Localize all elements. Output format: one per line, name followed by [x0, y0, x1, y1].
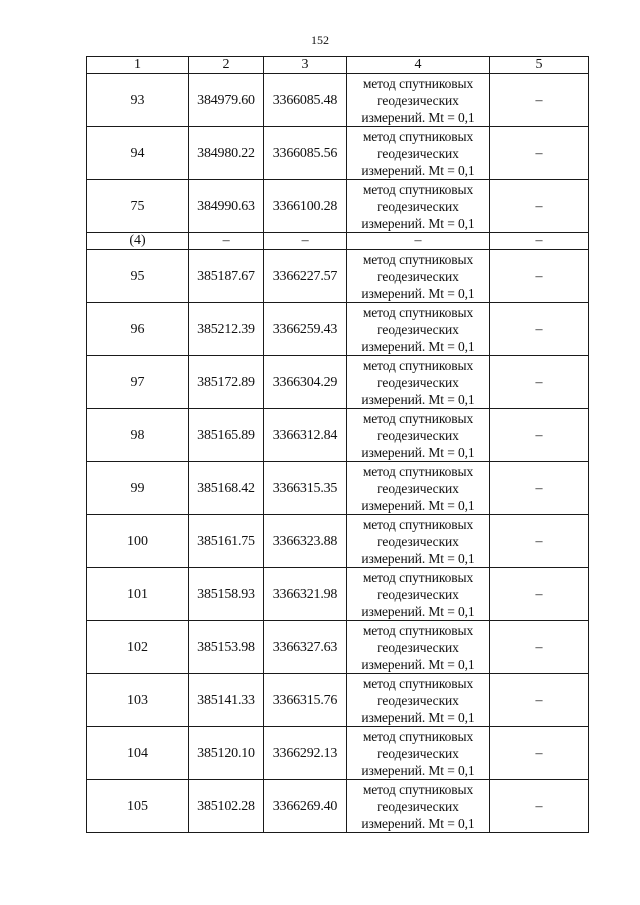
method-line: измерений. Mt = 0,1 [361, 162, 475, 178]
note-cell: – [490, 727, 589, 780]
y-coordinate-cell: 3366312.84 [264, 409, 347, 462]
header-col-2: 2 [189, 57, 264, 74]
point-number-cell: (4) [87, 233, 189, 250]
method-line: геодезических [377, 798, 459, 814]
table-row [87, 356, 589, 409]
method-line: геодезических [377, 533, 459, 549]
point-number-cell: 99 [87, 462, 189, 515]
note-cell: – [490, 780, 589, 833]
method-line: метод спутниковых [362, 410, 474, 426]
y-coordinate-cell: 3366085.56 [264, 127, 347, 180]
method-line: измерений. Mt = 0,1 [361, 762, 475, 778]
method-cell [347, 515, 490, 568]
point-number-cell: 75 [87, 180, 189, 233]
table-row [87, 462, 589, 515]
method-line: измерений. Mt = 0,1 [361, 285, 475, 301]
y-coordinate-cell: 3366304.29 [264, 356, 347, 409]
method-line: геодезических [377, 321, 459, 337]
method-line: измерений. Mt = 0,1 [361, 391, 475, 407]
x-coordinate-cell: 385168.42 [189, 462, 264, 515]
point-number-cell: 102 [87, 621, 189, 674]
y-coordinate-cell: 3366259.43 [264, 303, 347, 356]
note-cell: – [490, 462, 589, 515]
method-line: геодезических [377, 145, 459, 161]
method-line: метод спутниковых [362, 781, 474, 797]
note-cell: – [490, 515, 589, 568]
method-cell [347, 568, 490, 621]
method-line: геодезических [377, 480, 459, 496]
table-row [87, 180, 589, 233]
table-row [87, 74, 589, 127]
method-cell [347, 727, 490, 780]
method-cell [347, 409, 490, 462]
method-cell [347, 250, 490, 303]
method-line: измерений. Mt = 0,1 [361, 709, 475, 725]
method-line: метод спутниковых [362, 357, 474, 373]
method-cell [347, 303, 490, 356]
y-coordinate-cell: 3366327.63 [264, 621, 347, 674]
method-cell [347, 462, 490, 515]
method-line: метод спутниковых [362, 463, 474, 479]
point-number-cell: 104 [87, 727, 189, 780]
method-line: метод спутниковых [362, 251, 474, 267]
method-line: метод спутниковых [362, 128, 474, 144]
method-line: метод спутниковых [362, 728, 474, 744]
note-cell: – [490, 180, 589, 233]
table-row [87, 250, 589, 303]
method-cell: – [347, 233, 490, 250]
table-row [87, 727, 589, 780]
y-coordinate-cell: – [264, 233, 347, 250]
note-cell: – [490, 303, 589, 356]
point-number-cell: 94 [87, 127, 189, 180]
note-cell: – [490, 674, 589, 727]
y-coordinate-cell: 3366085.48 [264, 74, 347, 127]
x-coordinate-cell: 384980.22 [189, 127, 264, 180]
x-coordinate-cell: 385158.93 [189, 568, 264, 621]
note-cell: – [490, 568, 589, 621]
method-cell [347, 356, 490, 409]
note-cell: – [490, 409, 589, 462]
x-coordinate-cell: 385102.28 [189, 780, 264, 833]
x-coordinate-cell: 385165.89 [189, 409, 264, 462]
y-coordinate-cell: 3366315.35 [264, 462, 347, 515]
header-row [87, 57, 589, 74]
method-line: геодезических [377, 198, 459, 214]
method-line: геодезических [377, 639, 459, 655]
note-cell: – [490, 127, 589, 180]
method-cell [347, 180, 490, 233]
method-line: геодезических [377, 374, 459, 390]
method-line: измерений. Mt = 0,1 [361, 338, 475, 354]
x-coordinate-cell: 385141.33 [189, 674, 264, 727]
method-line: измерений. Mt = 0,1 [361, 497, 475, 513]
note-cell: – [490, 250, 589, 303]
table-row [87, 409, 589, 462]
method-line: метод спутниковых [362, 75, 474, 91]
table-row [87, 780, 589, 833]
note-cell: – [490, 74, 589, 127]
method-cell [347, 674, 490, 727]
table-row [87, 127, 589, 180]
x-coordinate-cell: 385212.39 [189, 303, 264, 356]
method-line: измерений. Mt = 0,1 [361, 815, 475, 831]
x-coordinate-cell: – [189, 233, 264, 250]
x-coordinate-cell: 384979.60 [189, 74, 264, 127]
method-cell [347, 780, 490, 833]
note-cell: – [490, 233, 589, 250]
method-cell [347, 621, 490, 674]
method-line: метод спутниковых [362, 181, 474, 197]
point-number-cell: 103 [87, 674, 189, 727]
method-line: геодезических [377, 427, 459, 443]
point-number-cell: 95 [87, 250, 189, 303]
method-line: геодезических [377, 692, 459, 708]
method-cell [347, 127, 490, 180]
table-body [87, 74, 589, 833]
table-row [87, 674, 589, 727]
method-cell [347, 74, 490, 127]
method-line: измерений. Mt = 0,1 [361, 656, 475, 672]
method-line: геодезических [377, 586, 459, 602]
method-line: метод спутниковых [362, 516, 474, 532]
method-line: геодезических [377, 92, 459, 108]
point-number-cell: 97 [87, 356, 189, 409]
method-line: измерений. Mt = 0,1 [361, 603, 475, 619]
point-number-cell: 100 [87, 515, 189, 568]
y-coordinate-cell: 3366292.13 [264, 727, 347, 780]
y-coordinate-cell: 3366323.88 [264, 515, 347, 568]
table-row [87, 515, 589, 568]
table-header [87, 57, 589, 74]
table-row-break [87, 233, 589, 250]
method-line: измерений. Mt = 0,1 [361, 444, 475, 460]
y-coordinate-cell: 3366100.28 [264, 180, 347, 233]
note-cell: – [490, 621, 589, 674]
header-col-5: 5 [490, 57, 589, 74]
note-cell: – [490, 356, 589, 409]
table-row [87, 621, 589, 674]
method-line: метод спутниковых [362, 569, 474, 585]
method-line: измерений. Mt = 0,1 [361, 550, 475, 566]
point-number-cell: 98 [87, 409, 189, 462]
point-number-cell: 101 [87, 568, 189, 621]
method-line: измерений. Mt = 0,1 [361, 109, 475, 125]
x-coordinate-cell: 384990.63 [189, 180, 264, 233]
x-coordinate-cell: 385120.10 [189, 727, 264, 780]
x-coordinate-cell: 385172.89 [189, 356, 264, 409]
method-line: геодезических [377, 268, 459, 284]
y-coordinate-cell: 3366315.76 [264, 674, 347, 727]
method-line: метод спутниковых [362, 304, 474, 320]
table-row [87, 568, 589, 621]
coordinates-table [86, 56, 589, 833]
x-coordinate-cell: 385161.75 [189, 515, 264, 568]
table-row [87, 303, 589, 356]
x-coordinate-cell: 385187.67 [189, 250, 264, 303]
y-coordinate-cell: 3366269.40 [264, 780, 347, 833]
x-coordinate-cell: 385153.98 [189, 621, 264, 674]
header-col-4: 4 [347, 57, 490, 74]
y-coordinate-cell: 3366321.98 [264, 568, 347, 621]
point-number-cell: 105 [87, 780, 189, 833]
header-col-1: 1 [87, 57, 189, 74]
method-line: метод спутниковых [362, 622, 474, 638]
point-number-cell: 93 [87, 74, 189, 127]
point-number-cell: 96 [87, 303, 189, 356]
method-line: измерений. Mt = 0,1 [361, 215, 475, 231]
method-line: геодезических [377, 745, 459, 761]
method-line: метод спутниковых [362, 675, 474, 691]
page-number: 152 [311, 33, 329, 47]
header-col-3: 3 [264, 57, 347, 74]
y-coordinate-cell: 3366227.57 [264, 250, 347, 303]
